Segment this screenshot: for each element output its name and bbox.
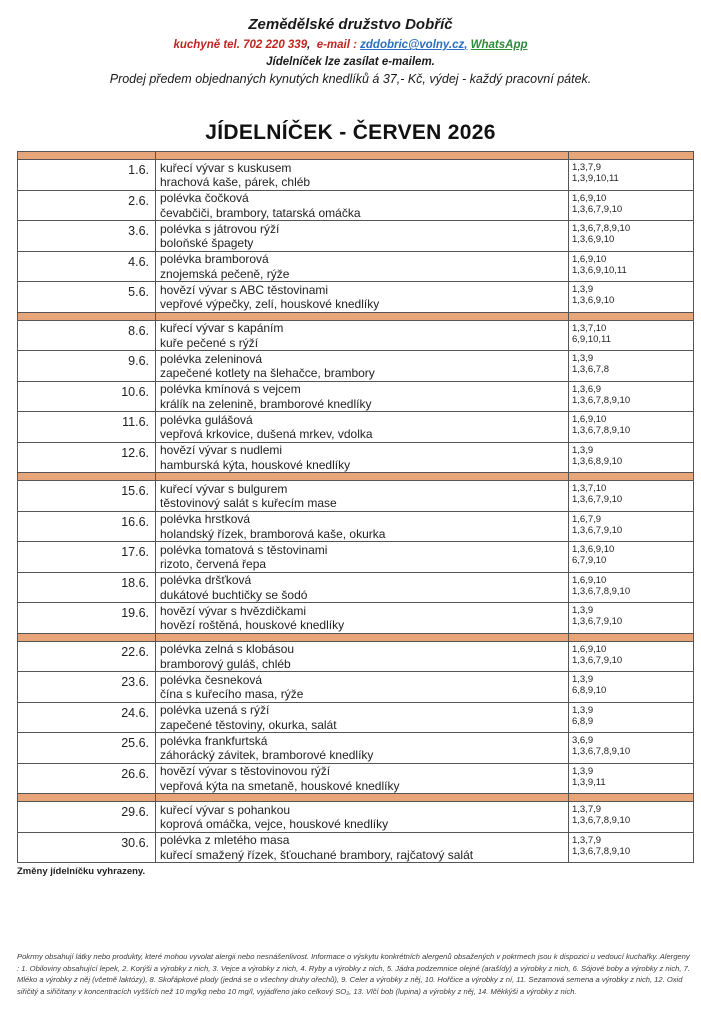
allergen-cell: [569, 511, 694, 542]
main-dish-name: čevabčiči, brambory, tatarská omáčka: [160, 205, 361, 220]
menu-date: 16.6.: [121, 514, 149, 529]
soup-name: polévka zeleninová: [160, 351, 263, 366]
allergen-cell: [569, 672, 694, 703]
main-allergens: 1,3,6,9,10: [572, 295, 615, 306]
soup-allergens: 1,3,7,9: [572, 804, 602, 815]
main-allergens: 1,3,6,7,8,9,10: [572, 746, 631, 757]
allergen-cell: [569, 412, 694, 443]
main-dish-name: koprová omáčka, vejce, houskové knedlíky: [160, 817, 389, 831]
date-cell: [18, 672, 156, 703]
changes-note: Změny jídelníčku vyhrazeny.: [17, 866, 146, 877]
soup-allergens: 3,6,9: [572, 735, 594, 746]
date-cell: [18, 320, 156, 351]
soup-name: kuřecí vývar s kuskusem: [160, 160, 292, 175]
main-allergens: 1,3,6,9,10: [572, 234, 615, 245]
meal-cell: [156, 511, 569, 542]
separator-cell: [156, 312, 569, 320]
main-allergens: 1,3,6,8,9,10: [572, 455, 623, 467]
soup-allergens: 1,3,6,9,10: [572, 544, 615, 555]
meal-cell: [156, 763, 569, 794]
allergen-cell: [569, 442, 694, 473]
main-allergens: 6,8,9: [572, 715, 594, 727]
menu-row: [18, 702, 694, 733]
meal-cell: [156, 381, 569, 412]
week-separator: [18, 633, 694, 641]
page-title: JÍDELNÍČEK - ČERVEN 2026: [205, 121, 496, 144]
menu-date: 3.6.: [128, 224, 149, 238]
menu-row: [18, 320, 694, 351]
allergen-cell: [569, 251, 694, 282]
soup-allergens: 1,3,9: [572, 353, 594, 364]
menu-row: [18, 282, 694, 313]
menu-date: 22.6.: [121, 644, 149, 659]
date-cell: [18, 282, 156, 313]
main-allergens: 1,3,9,10,11: [572, 173, 619, 184]
soup-allergens: 1,3,9: [572, 444, 594, 456]
separator-cell: [569, 473, 694, 481]
contact-line: kuchyně tel. 702 220 339, e-mail : zddobric@volny.cz, WhatsApp: [173, 39, 528, 51]
separator-cell: [569, 794, 694, 802]
main-dish-name: holandský řízek, bramborová kaše, okurka: [160, 526, 386, 541]
menu-row: [18, 412, 694, 443]
main-allergens: 1,3,6,7,8,9,10: [572, 394, 631, 406]
meal-cell: [156, 603, 569, 634]
meal-cell: [156, 190, 569, 221]
menu-date: 25.6.: [121, 736, 149, 750]
main-dish-name: čína s kuřecího masa, rýže: [160, 687, 304, 701]
separator-cell: [156, 633, 569, 641]
separator-cell: [18, 152, 156, 160]
menu-date: 4.6.: [128, 254, 149, 269]
meal-cell: [156, 481, 569, 512]
soup-name: kuřecí vývar s bulgurem: [160, 481, 288, 496]
kitchen-phone-label: kuchyně tel.: [173, 39, 240, 51]
soup-allergens: 1,3,7,9: [572, 834, 602, 846]
soup-name: hovězí vývar s ABC těstovinami: [160, 282, 329, 297]
main-allergens: 1,3,6,7,9,10: [572, 203, 623, 215]
menu-row: [18, 381, 694, 412]
date-cell: [18, 481, 156, 512]
menu-row: [18, 763, 694, 794]
menu-row: [18, 542, 694, 573]
main-dish-name: těstovinový salát s kuřecím mase: [160, 496, 337, 510]
soup-allergens: 1,6,9,10: [572, 643, 607, 655]
menu-date: 18.6.: [121, 575, 149, 590]
menu-date: 30.6.: [121, 835, 149, 850]
menu-row: [18, 511, 694, 542]
soup-name: polévka česneková: [160, 672, 263, 687]
meal-cell: [156, 351, 569, 382]
soup-name: hovězí vývar s hvězdičkami: [160, 603, 307, 618]
main-allergens: 1,3,9,11: [572, 776, 606, 788]
meal-cell: [156, 672, 569, 703]
main-allergens: 1,3,6,7,8,9,10: [572, 585, 631, 597]
soup-name: polévka zelná s klobásou: [160, 642, 295, 656]
meal-cell: [156, 733, 569, 764]
main-allergens: 1,3,6,7,9,10: [572, 524, 623, 536]
main-dish-name: hrachová kaše, párek, chléb: [160, 175, 311, 189]
soup-name: polévka dršťková: [160, 573, 252, 587]
date-cell: [18, 190, 156, 221]
menu-row: [18, 603, 694, 634]
soup-allergens: 1,3,6,9: [572, 383, 602, 395]
soup-allergens: 1,6,9,10: [572, 192, 607, 204]
meal-cell: [156, 412, 569, 443]
soup-allergens: 1,6,9,10: [572, 574, 607, 586]
email-link[interactable]: zddobric@volny.cz: [360, 39, 465, 51]
organization-name: Zemědělské družstvo Dobříč: [248, 16, 453, 33]
meal-cell: [156, 832, 569, 863]
meal-cell: [156, 160, 569, 191]
soup-name: polévka bramborová: [160, 252, 269, 266]
date-cell: [18, 832, 156, 863]
date-cell: [18, 412, 156, 443]
allergen-cell: [569, 381, 694, 412]
menu-row: [18, 481, 694, 512]
main-dish-name: hamburská kýta, houskové knedlíky: [160, 457, 351, 472]
main-dish-name: zapečené těstoviny, okurka, salát: [160, 717, 337, 732]
date-cell: [18, 733, 156, 764]
date-cell: [18, 160, 156, 191]
menu-row: [18, 672, 694, 703]
allergen-cell: [569, 802, 694, 833]
menu-date: 1.6.: [128, 163, 149, 177]
date-cell: [18, 511, 156, 542]
main-dish-name: zapečené kotlety na šlehačce, brambory: [160, 366, 375, 380]
menu-date: 15.6.: [121, 484, 149, 498]
meal-cell: [156, 442, 569, 473]
date-cell: [18, 381, 156, 412]
week-separator: [18, 312, 694, 320]
meal-cell: [156, 641, 569, 672]
soup-allergens: 1,3,7,9: [572, 162, 602, 173]
main-dish-name: dukátové buchtičky se šodó: [160, 587, 308, 602]
menu-date: 11.6.: [122, 415, 149, 429]
meal-cell: [156, 282, 569, 313]
separator-cell: [18, 794, 156, 802]
menu-row: [18, 442, 694, 473]
soup-name: hovězí vývar s těstovinovou rýží: [160, 764, 331, 778]
email-label: e-mail :: [316, 39, 357, 51]
menu-date: 26.6.: [121, 766, 149, 781]
menu-row: [18, 190, 694, 221]
allergen-cell: [569, 320, 694, 351]
meal-cell: [156, 572, 569, 603]
separator-cell: [18, 312, 156, 320]
menu-date: 10.6.: [121, 384, 149, 399]
separator-cell: [156, 473, 569, 481]
main-dish-name: hovězí roštěná, houskové knedlíky: [160, 618, 345, 632]
date-cell: [18, 802, 156, 833]
allergen-cell: [569, 190, 694, 221]
meal-cell: [156, 702, 569, 733]
menu-date: 8.6.: [128, 323, 149, 338]
menu-row: [18, 802, 694, 833]
menu-row: [18, 351, 694, 382]
soup-allergens: 1,3,6,7,8,9,10: [572, 223, 631, 234]
main-dish-name: boloňské špagety: [160, 236, 254, 250]
main-dish-name: kuřecí smažený řízek, šťouchané brambory, rajčatový salát: [160, 847, 474, 862]
allergen-cell: [569, 641, 694, 672]
menu-date: 5.6.: [128, 285, 149, 299]
menu-table: [17, 151, 694, 863]
allergen-cell: [569, 733, 694, 764]
week-separator: [18, 473, 694, 481]
soup-allergens: 1,6,9,10: [572, 253, 607, 265]
week-separator: [18, 794, 694, 802]
menu-row: [18, 251, 694, 282]
soup-name: polévka uzená s rýží: [160, 703, 270, 717]
main-allergens: 1,3,6,7,9,10: [572, 616, 623, 627]
separator-cell: [569, 152, 694, 160]
separator-cell: [156, 152, 569, 160]
date-cell: [18, 442, 156, 473]
separator-cell: [156, 794, 569, 802]
soup-allergens: 1,3,7,10: [572, 322, 607, 334]
menu-date: 24.6.: [121, 705, 149, 720]
menu-row: [18, 572, 694, 603]
kitchen-phone: 702 220 339: [243, 39, 308, 51]
main-dish-name: vepřová krkovice, dušená mrkev, vdolka: [160, 427, 373, 441]
date-cell: [18, 251, 156, 282]
soup-name: polévka s játrovou rýží: [160, 221, 280, 236]
main-dish-name: bramborový guláš, chléb: [160, 656, 291, 671]
menu-date: 29.6.: [121, 805, 149, 819]
main-allergens: 1,3,6,7,8,9,10: [572, 425, 631, 436]
main-dish-name: kuře pečené s rýží: [160, 335, 259, 350]
separator-cell: [18, 473, 156, 481]
allergen-cell: [569, 221, 694, 252]
main-dish-name: vepřová kýta na smetaně, houskové knedlíky: [160, 778, 400, 793]
meal-cell: [156, 802, 569, 833]
date-cell: [18, 702, 156, 733]
main-allergens: 1,3,6,7,8: [572, 364, 609, 375]
allergen-cell: [569, 603, 694, 634]
separator-cell: [569, 633, 694, 641]
main-dish-name: vepřové výpečky, zelí, houskové knedlíky: [160, 297, 380, 311]
menu-date: 19.6.: [121, 606, 149, 620]
main-allergens: 1,3,6,7,9,10: [572, 494, 623, 505]
soup-allergens: 1,6,7,9: [572, 513, 602, 525]
meal-cell: [156, 251, 569, 282]
main-allergens: 1,3,6,7,8,9,10: [572, 845, 631, 857]
soup-name: polévka hrstková: [160, 512, 251, 526]
allergen-cell: [569, 481, 694, 512]
soup-allergens: 1,3,9: [572, 284, 594, 295]
soup-allergens: 1,3,9: [572, 704, 594, 716]
date-cell: [18, 351, 156, 382]
allergen-cell: [569, 351, 694, 382]
main-dish-name: znojemská pečeně, rýže: [160, 266, 290, 281]
date-cell: [18, 763, 156, 794]
main-allergens: 6,8,9,10: [572, 685, 607, 696]
separator-cell: [18, 633, 156, 641]
menu-date: 23.6.: [121, 675, 149, 689]
whatsapp-link[interactable]: WhatsApp: [470, 39, 528, 51]
main-allergens: 1,3,6,7,8,9,10: [572, 815, 631, 826]
menu-date: 2.6.: [128, 193, 149, 208]
order-note: Jídelníček lze zasílat e-mailem.: [266, 56, 435, 68]
soup-allergens: 1,3,7,10: [572, 483, 607, 494]
soup-allergens: 1,6,9,10: [572, 414, 607, 425]
soup-name: polévka tomatová s těstovinami: [160, 542, 328, 557]
meal-cell: [156, 221, 569, 252]
main-dish-name: záhorácký závitek, bramborové knedlíky: [160, 748, 374, 762]
menu-row: [18, 160, 694, 191]
main-allergens: 6,7,9,10: [572, 555, 607, 566]
date-cell: [18, 542, 156, 573]
main-dish-name: králík na zelenině, bramborové knedlíky: [160, 396, 372, 411]
soup-name: polévka kmínová s vejcem: [160, 382, 301, 396]
allergen-cell: [569, 282, 694, 313]
allergen-cell: [569, 572, 694, 603]
menu-row: [18, 733, 694, 764]
allergen-cell: [569, 832, 694, 863]
soup-name: polévka z mletého masa: [160, 833, 290, 847]
main-allergens: 1,3,6,7,9,10: [572, 654, 623, 666]
allergen-cell: [569, 160, 694, 191]
date-cell: [18, 603, 156, 634]
allergen-cell: [569, 702, 694, 733]
main-allergens: 1,3,6,9,10,11: [572, 264, 627, 276]
date-cell: [18, 641, 156, 672]
soup-name: polévka gulášová: [160, 412, 253, 427]
week-separator: [18, 152, 694, 160]
menu-row: [18, 221, 694, 252]
menu-date: 9.6.: [128, 354, 149, 368]
allergen-info: Pokrmy obsahují látky nebo produkty, které mohou vyvolat alergii nebo nesnášenlivost. Informace o výskytu konkrétních alergenů obsažených v pokrmech jsou k dispozici u vedoucí kuchařky. Alergeny : 1. Obiloviny obsahující lepek, 2. Korýši a výrobky z nich, 3. Vejce a výrobky z nich, 4. Ryby a výrobky z nich, 5. Jádra podzemnice olejné (arašídy) a výrobky z nich, 6. Sójové boby a výrobky z nich, 7. Mléko a výrobky z něj (včetně laktózy), 8. Skořápkové plody (jedná se o všechny druhy ořechů), 9. Celer a výrobky z něj, 10. Hořčice a výrobky z ní, 11. Sezamová semena a výrobky z nich, 12. Oxid siřičitý a siřičitany v koncentracích vyšších než 10 mg/kg nebo 10 mg/l, vyjádřeno jako celkový SO₂, 13. Vlčí bob (lupina) a výrobky z něj, 14. Měkkýši a výrobky z nich.: [17, 952, 690, 996]
menu-date: 17.6.: [121, 545, 149, 559]
allergen-cell: [569, 542, 694, 573]
date-cell: [18, 572, 156, 603]
soup-name: kuřecí vývar s pohankou: [160, 802, 291, 817]
meal-cell: [156, 320, 569, 351]
meal-cell: [156, 542, 569, 573]
menu-date: 12.6.: [121, 445, 149, 460]
soup-allergens: 1,3,9: [572, 674, 594, 685]
soup-allergens: 1,3,9: [572, 765, 594, 777]
soup-name: polévka frankfurtská: [160, 733, 268, 748]
sale-note: Prodej předem objednaných kynutých knedlíků á 37,- Kč, výdej - každý pracovní pátek.: [109, 72, 592, 86]
menu-row: [18, 832, 694, 863]
menu-row: [18, 641, 694, 672]
soup-allergens: 1,3,9: [572, 605, 594, 616]
soup-name: hovězí vývar s nudlemi: [160, 443, 283, 457]
main-dish-name: rizoto, červená řepa: [160, 557, 267, 571]
soup-name: polévka čočková: [160, 191, 249, 205]
main-allergens: 6,9,10,11: [572, 333, 611, 345]
soup-name: kuřecí vývar s kapáním: [160, 321, 284, 335]
allergen-cell: [569, 763, 694, 794]
date-cell: [18, 221, 156, 252]
separator-cell: [569, 312, 694, 320]
